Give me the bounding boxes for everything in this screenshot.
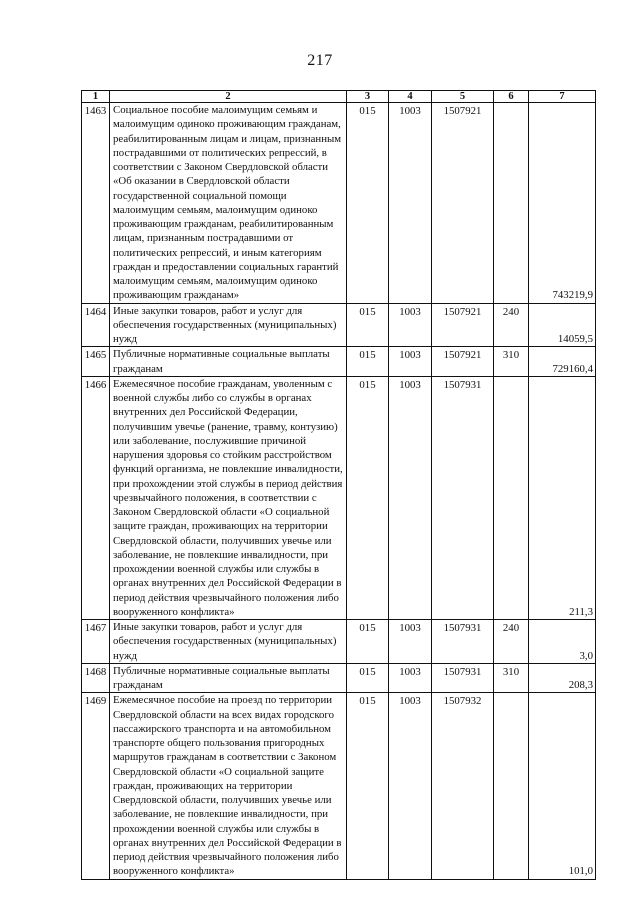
column-header-2: 2 xyxy=(110,91,347,103)
row-code-6: 240 xyxy=(494,303,529,347)
row-description: Ежемесячное пособие на проезд по территории Свердловской области на всех видах городского пассажирского транспорта и на автомобильном транспорте общего пользования пригородных маршрутов гражданам в соответствии с Законом Свердловской области «О социальной защите граждан, проживающих на территории Свердловской области, получивших увечье или заболевание, не повлекшие инвалидности, при прохождении военной службы или службы в органах внутренних дел Российской Федерации в период действия чрезвычайного положения либо вооруженного конфликта» xyxy=(110,693,347,879)
table-row xyxy=(82,103,596,304)
row-description: Публичные нормативные социальные выплаты гражданам xyxy=(110,663,347,693)
row-number: 1468 xyxy=(82,663,110,693)
row-code-6: 310 xyxy=(494,663,529,693)
table-row xyxy=(82,693,596,879)
row-code-3: 015 xyxy=(347,303,389,347)
row-code-4: 1003 xyxy=(389,103,432,304)
row-number: 1467 xyxy=(82,620,110,664)
row-code-3: 015 xyxy=(347,103,389,304)
row-amount: 101,0 xyxy=(529,693,596,879)
row-code-5: 1507921 xyxy=(432,303,494,347)
row-code-6: 240 xyxy=(494,620,529,664)
row-code-4: 1003 xyxy=(389,376,432,619)
row-code-4: 1003 xyxy=(389,693,432,879)
table-row xyxy=(82,303,596,347)
row-code-5: 1507931 xyxy=(432,663,494,693)
row-number: 1463 xyxy=(82,103,110,304)
row-amount: 208,3 xyxy=(529,663,596,693)
row-number: 1465 xyxy=(82,347,110,377)
row-number: 1466 xyxy=(82,376,110,619)
budget-table xyxy=(81,90,596,880)
table-header-row xyxy=(82,91,596,103)
column-header-1: 1 xyxy=(82,91,110,103)
row-code-3: 015 xyxy=(347,693,389,879)
table-row xyxy=(82,347,596,377)
row-amount: 211,3 xyxy=(529,376,596,619)
row-description: Иные закупки товаров, работ и услуг для обеспечения государственных (муниципальных) нужд xyxy=(110,303,347,347)
row-code-6 xyxy=(494,693,529,879)
row-code-5: 1507931 xyxy=(432,376,494,619)
row-description: Ежемесячное пособие гражданам, уволенным с военной службы либо со службы в органах внутренних дел Российской Федерации, получившим увечье (ранение, травму, контузию) или заболевание, послужившие причиной нарушения здоровья со стойким расстройством функций организма, не повлекшие инвалидности, при прохождении этой службы в период действия чрезвычайного положения, в соответствии с Законом Свердловской области «О социальной защите граждан, проживающих на территории Свердловской области, получивших увечье или заболевание, не повлекшие инвалидности, при прохождении военной службы или службы в органах внутренних дел Российской Федерации в период действия чрезвычайного положения либо вооруженного конфликта» xyxy=(110,376,347,619)
column-header-6: 6 xyxy=(494,91,529,103)
row-code-5: 1507921 xyxy=(432,103,494,304)
row-code-6 xyxy=(494,376,529,619)
row-description: Социальное пособие малоимущим семьям и малоимущим одиноко проживающим гражданам, реабилитированным лицам и лицам, признанным пострадавшими от политических репрессий, в соответствии с Законом Свердловской области «Об оказании в Свердловской области государственной социальной помощи малоимущим семьям, малоимущим одиноко проживающим гражданам, реабилитированным лицам, признанным пострадавшими от политических репрессий, и иным категориям граждан и предоставлении социальных гарантий малоимущим семьям, малоимущим одиноко проживающим гражданам» xyxy=(110,103,347,304)
row-amount: 3,0 xyxy=(529,620,596,664)
table-row xyxy=(82,376,596,619)
row-code-5: 1507932 xyxy=(432,693,494,879)
row-code-3: 015 xyxy=(347,347,389,377)
row-amount: 743219,9 xyxy=(529,103,596,304)
table-row xyxy=(82,620,596,664)
row-code-5: 1507931 xyxy=(432,620,494,664)
row-amount: 729160,4 xyxy=(529,347,596,377)
column-header-4: 4 xyxy=(389,91,432,103)
row-number: 1469 xyxy=(82,693,110,879)
column-header-7: 7 xyxy=(529,91,596,103)
row-code-4: 1003 xyxy=(389,347,432,377)
row-code-6: 310 xyxy=(494,347,529,377)
row-code-4: 1003 xyxy=(389,303,432,347)
row-code-4: 1003 xyxy=(389,620,432,664)
row-description: Публичные нормативные социальные выплаты гражданам xyxy=(110,347,347,377)
row-code-4: 1003 xyxy=(389,663,432,693)
page-number: 217 xyxy=(307,52,333,69)
row-code-3: 015 xyxy=(347,376,389,619)
row-code-3: 015 xyxy=(347,663,389,693)
column-header-3: 3 xyxy=(347,91,389,103)
column-header-5: 5 xyxy=(432,91,494,103)
row-number: 1464 xyxy=(82,303,110,347)
row-amount: 14059,5 xyxy=(529,303,596,347)
table-row xyxy=(82,663,596,693)
row-code-6 xyxy=(494,103,529,304)
row-code-5: 1507921 xyxy=(432,347,494,377)
row-code-3: 015 xyxy=(347,620,389,664)
row-description: Иные закупки товаров, работ и услуг для обеспечения государственных (муниципальных) нужд xyxy=(110,620,347,664)
